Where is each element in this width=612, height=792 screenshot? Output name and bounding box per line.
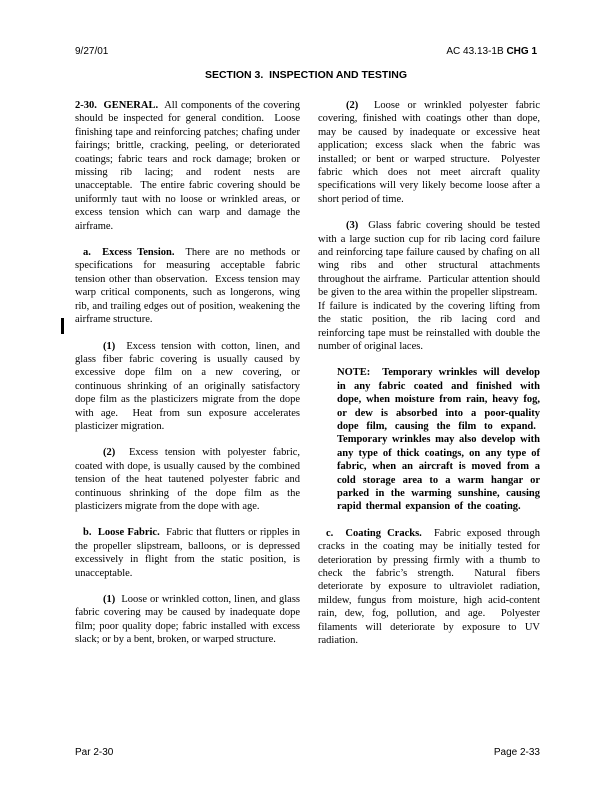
page-body xyxy=(75,99,540,660)
paragraph-lead: NOTE: xyxy=(337,367,371,379)
paragraph-text: Excess tension with cotton, linen, and glass fiber fabric covering is usually caused by excessive dope film on a new covering, or continuous shrinking of an originally satisfactory dope film as the plasticizers migrate from the dope with age. Heat from sun exposure accelerates plasticizer migration. xyxy=(75,340,300,432)
paragraph-lead: (2) xyxy=(103,447,116,459)
paragraph-a1 xyxy=(75,340,300,434)
page-header xyxy=(75,46,537,58)
paragraph-a2 xyxy=(75,446,300,513)
doc-ref-text: AC 43.13-1B xyxy=(446,46,504,57)
paragraph-b3 xyxy=(318,219,540,353)
note-block xyxy=(318,366,540,513)
paragraph-text: Temporary wrinkles will develop in any fabric coated and finished with dope, when moisture from rain, heavy fog, or dew is absorbed into a poor-quality dope film, causing the film to expand. Temporary wrinkles may also develop with any type of thick coatings, on any type of fabric, when an aircraft is moved from a cold storage area to a warm hangar or parked in the warming sunshine, causing rapid thermal expansion of the coating. xyxy=(337,367,540,513)
paragraph-text: Loose or wrinkled cotton, linen, and glass fabric covering may be caused by inadequate dope film; poor quality dope; fabric installed with excess slack; or by a bent, broken, or warped structure. xyxy=(75,594,300,646)
paragraph-lead: (1) xyxy=(103,340,116,352)
paragraph-lead: (2) xyxy=(346,100,359,111)
paragraph-text: Fabric exposed through cracks in the coating may be initially tested for deterioration by pressing firmly with a thumb to check the fabric’s strength. Natural fibers deteriorate by exposure to ultraviolet radiation, mildew, fungus from moisture, high acid-content rain, dew, fog, pollution, and age. Polyester filaments will deteriorate by exposure to UV radiation. xyxy=(318,527,541,647)
paragraph-lead: b. Loose Fabric. xyxy=(83,527,160,539)
paragraph-text: All components of the covering should be inspected for general condition. Loose finishing tape and reinforcing patches; chafing under fairings; brittle, cracking, peeling, or deteriorated coatings; fabric tears and rock damage; broken or missing rib lacing; and rodent nests are unacceptable. The entire fabric covering should be uniformly taut with no loose or wrinkled areas, or excess tension which can warp and damage the airframe. xyxy=(75,100,301,232)
paragraph-c-coating-cracks xyxy=(318,527,540,648)
left-column xyxy=(75,99,300,660)
paragraph-text: Excess tension with polyester fabric, coated with dope, is usually caused by the combined tension of the heat tautened polyester fabric and continuous shrinking of the dope film as the plasticizers migrate from the dope with age. xyxy=(75,447,301,512)
footer-par-ref: Par 2-30 xyxy=(75,747,114,758)
paragraph-2-30-general xyxy=(75,99,300,233)
paragraph-b1 xyxy=(75,593,300,647)
paragraph-text: Glass fabric covering should be tested with a large suction cup for rib lacing cord failure and reinforcing tape failure caused by chafing on all wing ribs and other structural attachments throughout the airframe. Particular attention should be given to the area within the propeller slipstream. If failure is indicated by the covering lifting from the static position, the rib lacing cord and reinforcing tape must be reinstalled with double the number of original laces. xyxy=(318,220,540,352)
right-column xyxy=(318,99,540,660)
paragraph-text: Loose or wrinkled polyester fabric covering, finished with coatings other than dope, may be caused by inadequate or excessive heat application; excess slack when the fabric was installed; or bent or warped structure. Polyester fabric which does not meet aircraft quality specifications will very likely become loose after a short period of time. xyxy=(318,100,541,205)
paragraph-b2 xyxy=(318,99,540,206)
paragraph-lead: c. Coating Cracks. xyxy=(326,527,422,539)
paragraph-a-excess-tension xyxy=(75,246,300,326)
page-footer xyxy=(75,747,540,759)
header-doc-ref xyxy=(446,46,537,58)
paragraph-lead: (1) xyxy=(103,594,116,605)
change-bar xyxy=(61,318,64,334)
paragraph-lead: 2-30. GENERAL. xyxy=(75,100,159,111)
footer-page-number: Page 2-33 xyxy=(493,747,540,758)
section-title: SECTION 3. INSPECTION AND TESTING xyxy=(204,69,408,81)
header-change-tag: CHG 1 xyxy=(506,46,537,57)
paragraph-b-loose-fabric xyxy=(75,526,300,580)
paragraph-lead: (3) xyxy=(346,220,359,232)
header-date: 9/27/01 xyxy=(75,46,109,57)
paragraph-text: Fabric that flutters or ripples in the propeller slipstream, balloons, or is depressed excessively in flight from the static position, is unacceptable. xyxy=(75,527,301,579)
paragraph-lead: a. Excess Tension. xyxy=(83,247,175,259)
paragraph-text: There are no methods or specifications for measuring acceptable fabric tension other than observation. Excess tension may warp critical components, such as longerons, wing rib, and trailing edges out of position, weakening the airframe structure. xyxy=(75,247,300,326)
